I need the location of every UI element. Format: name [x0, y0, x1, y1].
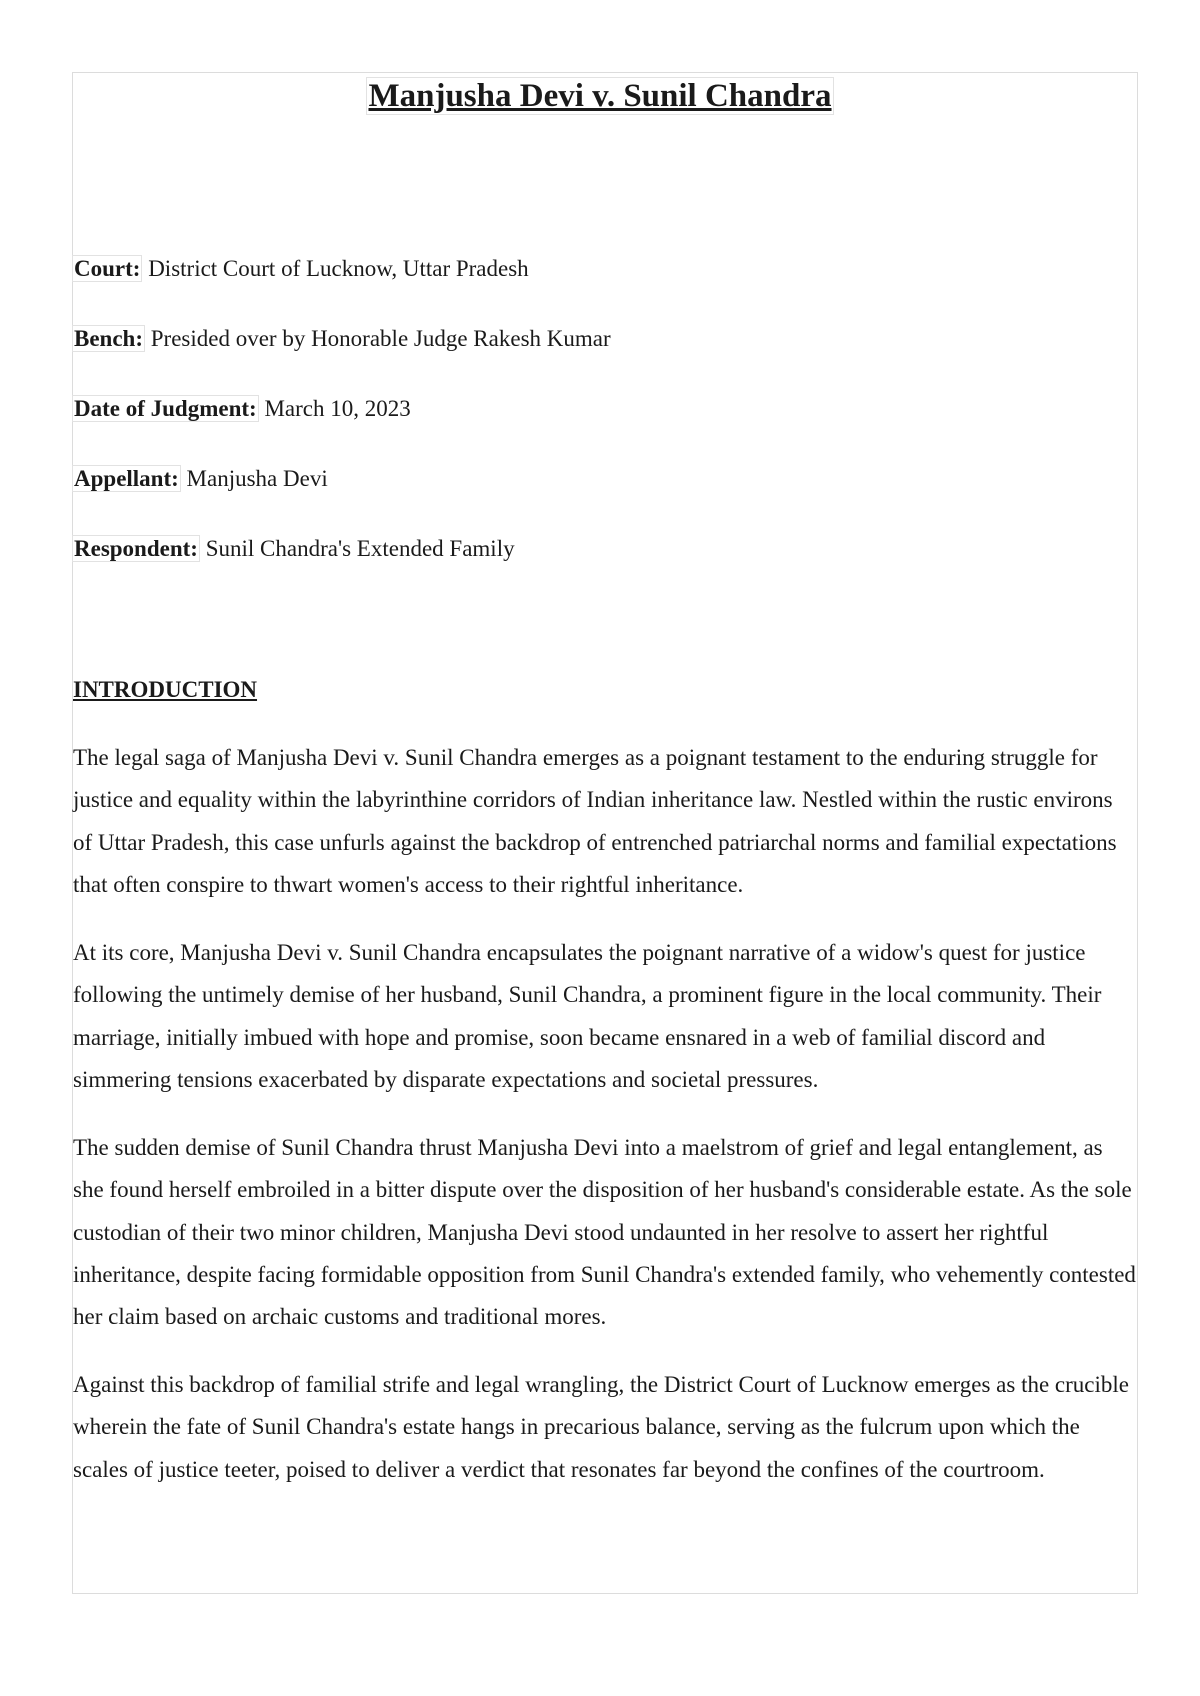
- meta-respondent-label: Respondent:: [74, 536, 198, 561]
- document-title-text: Manjusha Devi v. Sunil Chandra: [368, 78, 832, 114]
- meta-bench-label: Bench:: [74, 326, 143, 351]
- paragraph-3: The sudden demise of Sunil Chandra thrust Manjusha Devi into a maelstrom of grief and legal entanglement, as she found herself embroiled in a bitter dispute over the disposition of her husband's considerable estate. As the sole custodian of their two minor children, Manjusha Devi stood undaunted in her resolve to assert her rightful inheritance, despite facing formidable opposition from Sunil Chandra's extended family, who vehemently contested her claim based on archaic customs and traditional mores.: [73, 1135, 1136, 1330]
- meta-court: [73, 253, 529, 285]
- meta-court-label: Court:: [74, 256, 141, 281]
- paragraph-1: The legal saga of Manjusha Devi v. Sunil Chandra emerges as a poignant testament to the enduring struggle for justice and equality within the labyrinthine corridors of Indian inheritance law. Nestled within the rustic environs of Uttar Pradesh, this case unfurls against the backdrop of entrenched patriarchal norms and familial expectations that often conspire to thwart women's access to their rightful inheritance.: [73, 745, 1117, 897]
- meta-date-of-judgment: [73, 393, 411, 425]
- meta-date-value: March 10, 2023: [264, 396, 411, 421]
- meta-date-label: Date of Judgment:: [74, 396, 257, 421]
- meta-appellant-value: Manjusha Devi: [186, 466, 328, 491]
- meta-bench-value: Presided over by Honorable Judge Rakesh Kumar: [150, 326, 611, 351]
- paragraph-4: Against this backdrop of familial strife and legal wrangling, the District Court of Lucknow emerges as the crucible wherein the fate of Sunil Chandra's estate hangs in precarious balance, serving as the fulcrum upon which the scales of justice teeter, poised to deliver a verdict that resonates far beyond the confines of the courtroom.: [73, 1372, 1130, 1482]
- meta-respondent-value: Sunil Chandra's Extended Family: [205, 536, 515, 561]
- meta-appellant: [73, 463, 328, 495]
- meta-bench: [73, 323, 611, 355]
- meta-court-value: District Court of Lucknow, Uttar Pradesh: [148, 256, 529, 281]
- section-heading-introduction: INTRODUCTION: [73, 677, 258, 702]
- meta-appellant-label: Appellant:: [74, 466, 179, 491]
- paragraph-2: At its core, Manjusha Devi v. Sunil Chandra encapsulates the poignant narrative of a widow's quest for justice following the untimely demise of her husband, Sunil Chandra, a prominent figure in the local community. Their marriage, initially imbued with hope and promise, soon became ensnared in a web of familial discord and simmering tensions exacerbated by disparate expectations and societal pressures.: [73, 940, 1102, 1092]
- meta-respondent: [73, 533, 515, 565]
- document-title: [0, 74, 1200, 118]
